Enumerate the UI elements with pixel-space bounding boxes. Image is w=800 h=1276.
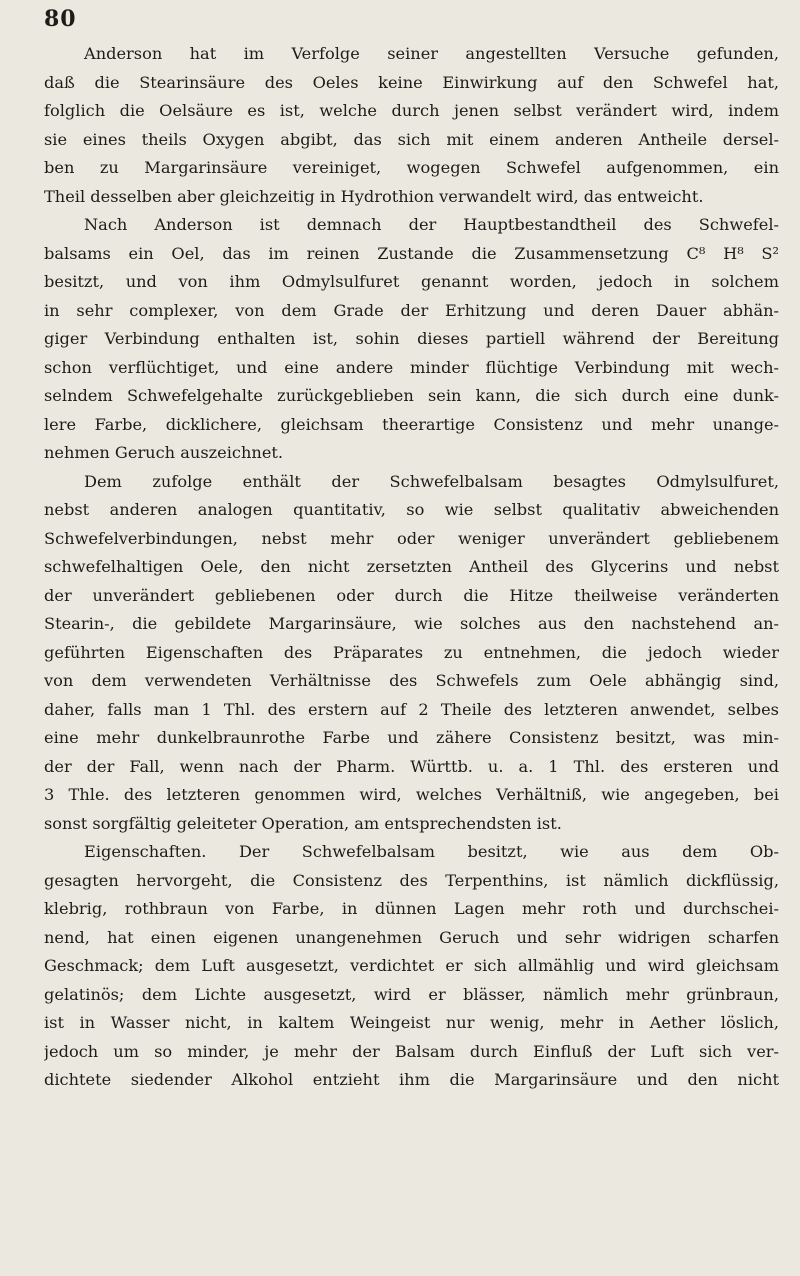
text-line: Stearin-, die gebildete Margarinsäure, wie solches aus den nachstehend an- <box>44 614 779 633</box>
text-line: selndem Schwefelgehalte zurückgeblieben sein kann, die sich durch eine dunk- <box>44 386 779 405</box>
text-line: gelatinös; dem Lichte ausgesetzt, wird er blässer, nämlich mehr grünbraun, <box>44 984 779 1004</box>
text-line: besitzt, und von ihm Odmylsulfuret genannt worden, jedoch in solchem <box>44 272 779 291</box>
text-line: Theil desselben aber gleichzeitig in Hydrothion verwandelt wird, das entweicht. <box>44 186 704 206</box>
text-line: sonst sorgfältig geleiteter Operation, am entsprechendsten ist. <box>44 813 562 833</box>
text-line: Schwefelverbindungen, nebst mehr oder weniger unverändert gebliebenem <box>44 528 779 548</box>
text-line: Geschmack; dem Luft ausgesetzt, verdichtet er sich allmählig und wird gleichsam <box>44 956 779 975</box>
text-line: in sehr complexer, von dem Grade der Erhitzung und deren Dauer abhän- <box>44 300 779 320</box>
text-line: Eigenschaften. Der Schwefelbalsam besitzt, wie aus dem Ob- <box>84 842 779 861</box>
text-line: balsams ein Oel, das im reinen Zustande die Zusammensetzung C⁸ H⁸ S² <box>44 243 779 263</box>
text-line: schwefelhaltigen Oele, den nicht zersetzten Antheil des Glycerins und nebst <box>44 557 779 576</box>
text-line: eine mehr dunkelbraunrothe Farbe und zähere Consistenz besitzt, was min- <box>44 728 779 747</box>
text-line: lere Farbe, dicklichere, gleichsam theerartige Consistenz und mehr unange- <box>44 414 779 434</box>
text-line: ben zu Margarinsäure vereiniget, wogegen Schwefel aufgenommen, ein <box>44 158 779 177</box>
text-line: folglich die Oelsäure es ist, welche durch jenen selbst verändert wird, indem <box>44 101 779 120</box>
text-line: gesagten hervorgeht, die Consistenz des Terpenthins, ist nämlich dickflüssig, <box>44 870 779 890</box>
text-line: nehmen Geruch auszeichnet. <box>44 443 284 462</box>
text-line: jedoch um so minder, je mehr der Balsam durch Einfluß der Luft sich ver- <box>44 1041 779 1061</box>
text-line: schon verflüchtiget, und eine andere minder flüchtige Verbindung mit wech- <box>44 357 779 377</box>
text-line: dichtete siedender Alkohol entzieht ihm die Margarinsäure und den nicht <box>44 1070 779 1089</box>
text-line: daher, falls man 1 Thl. des erstern auf 2 Theile des letzteren anwendet, selbes <box>44 699 779 719</box>
text-line: Nach Anderson ist demnach der Hauptbestandtheil des Schwefel- <box>84 215 779 234</box>
text-line: ist in Wasser nicht, in kaltem Weingeist nur wenig, mehr in Aether löslich, <box>44 1013 779 1032</box>
text-line: nebst anderen analogen quantitativ, so wie selbst qualitativ abweichenden <box>44 500 779 519</box>
text-line: Dem zufolge enthält der Schwefelbalsam besagtes Odmylsulfuret, <box>84 471 779 491</box>
text-line: der der Fall, wenn nach der Pharm. Württb. u. a. 1 Thl. des ersteren und <box>44 756 779 776</box>
text-line: Anderson hat im Verfolge seiner angestellten Versuche gefunden, <box>84 44 779 63</box>
text-line: von dem verwendeten Verhältnisse des Schwefels zum Oele abhängig sind, <box>44 671 779 690</box>
text-line: klebrig, rothbraun von Farbe, in dünnen Lagen mehr roth und durchschei- <box>44 899 779 918</box>
page-number: 80 <box>44 6 77 32</box>
text-line: nend, hat einen eigenen unangenehmen Geruch und sehr widrigen scharfen <box>44 927 779 947</box>
text-line: sie eines theils Oxygen abgibt, das sich mit einem anderen Antheile dersel- <box>44 129 779 149</box>
text-line: 3 Thle. des letzteren genommen wird, welches Verhältniß, wie angegeben, bei <box>44 785 779 804</box>
text-line: daß die Stearinsäure des Oeles keine Einwirkung auf den Schwefel hat, <box>44 72 779 92</box>
text-line: giger Verbindung enthalten ist, sohin dieses partiell während der Bereitung <box>44 329 779 348</box>
body-text <box>44 40 779 1095</box>
text-line: der unverändert gebliebenen oder durch die Hitze theilweise veränderten <box>44 585 779 605</box>
text-line: geführten Eigenschaften des Präparates zu entnehmen, die jedoch wieder <box>44 642 779 662</box>
